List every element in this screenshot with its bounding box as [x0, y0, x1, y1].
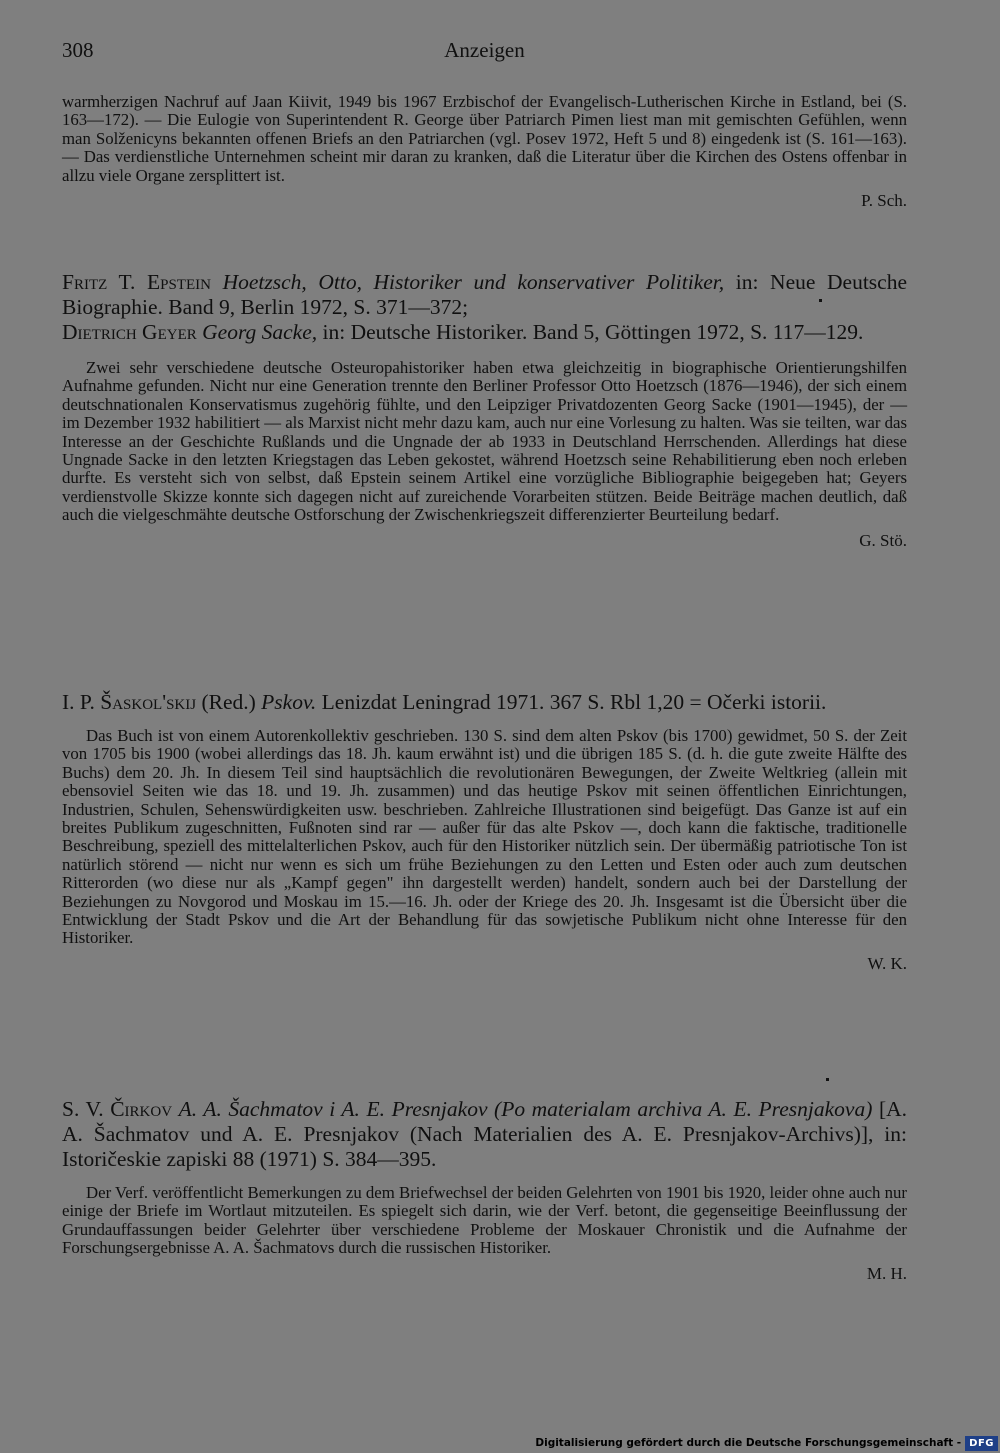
- entry-title: A. A. Šachmatov i A. E. Presnjakov (Po materialam archiva A. E. Presnjakova): [178, 1097, 873, 1121]
- entry-citation: Lenizdat Leningrad 1971. 367 S. Rbl 1,20 = Očerki istorii.: [316, 690, 827, 714]
- reviewer-signature: W. K.: [867, 953, 907, 973]
- digitization-footer: [535, 1433, 1000, 1453]
- running-header: [62, 38, 907, 68]
- dfg-logo-icon: DFG: [965, 1436, 998, 1451]
- entry-citation: [A. A. Šachmatov und A. E. Presnjakov (Nach Materialien des A. E. Presnjakov-Archivs)], in: Istoričeskie zapiski 88 (1971) S. 384—395.: [62, 1097, 908, 1171]
- scan-speck: [819, 299, 822, 302]
- intro-paragraph: warmherzigen Nachruf auf Jaan Kiivit, 1949 bis 1967 Erzbischof der Evangelisch-Lutherischen Kirche in Estland, bei (S. 163—172). — Die Eulogie von Superintendent R. George über Patriarch Pimen liest man mit gemischten Gefühlen, wenn man Solženicyns bekannten offenen Briefs an den Patriarchen (vgl. Posev 1972, Heft 5 und 8) eingedenk ist (S. 161—163). — Das verdienstliche Unternehmen scheint mir daran zu kranken, daß die Literatur über die Kirchen des Ostens offenbar in allzu viele Organe zersplittert ist.: [62, 92, 907, 185]
- entry-heading: [62, 1097, 907, 1172]
- entry-title: Hoetzsch, Otto, Historiker und konservativer Politiker,: [222, 270, 725, 294]
- review-paragraph: Zwei sehr verschiedene deutsche Osteuropahistoriker haben etwa gleichzeitig in biographische Orientierungshilfen Aufnahme gefunden. Nicht nur eine Generation trennte den Berliner Professor Otto Hoetzsch (1876—1946), der sich einem deutschnationalen Konservatismus zugehörig fühlte, und den Leipziger Privatdozenten Georg Sacke (1901—1945), der — im Dezember 1932 habilitiert — als Marxist nicht mehr dazu kam, auch nur eine Vorlesung zu halten. Was sie teilten, war das Interesse an der Geschichte Rußlands und die Ungnade der ab 1933 in Deutschland Herrschenden. Allerdings hat diese Ungnade Sacke in den letzten Kriegstagen das Leben gekostet, während Hoetzsch seine Rehabilitierung eben noch erleben durfte. Es versteht sich von selbst, daß Epstein seinem Artikel eine vorzügliche Bibliographie beigegeben hat; Geyers verdienstvolle Skizze konnte sich dagegen nicht auf zureichende Vorarbeiten stützen. Beide Beiträge machen deutlich, daß auch die vielgeschmähte deutsche Ostforschung der Zwischenkriegszeit differenzierter Beurteilung bedarf.: [62, 358, 907, 525]
- review-entry-cirkov: [62, 1097, 907, 1284]
- running-title: Anzeigen: [444, 38, 525, 62]
- entry-citation: in: Neue Deutsche Biographie. Band 9, Berlin 1972, S. 371—372;: [62, 270, 907, 319]
- entry-author: S. V. Čirkov: [62, 1097, 173, 1121]
- review-entry-saskolskij: [62, 690, 907, 974]
- scan-speck: [826, 1078, 829, 1081]
- page-number: 308: [62, 38, 94, 62]
- entry-citation: in: Deutsche Historiker. Band 5, Göttingen 1972, S. 117—129.: [317, 320, 864, 344]
- entry-author: I. P. Šaskol'skij: [62, 690, 197, 714]
- reviewer-signature: G. Stö.: [859, 530, 907, 550]
- entry-title: Pskov.: [261, 690, 317, 714]
- review-entry-epstein-geyer: [62, 270, 907, 551]
- footer-credit: Digitalisierung gefördert durch die Deutsche Forschungsgemeinschaft -: [535, 1437, 962, 1449]
- reviewer-signature: P. Sch.: [861, 191, 907, 211]
- entry-author: Dietrich Geyer: [62, 320, 197, 344]
- entry-author: Fritz T. Epstein: [62, 270, 211, 294]
- entry-title: Georg Sacke,: [202, 320, 318, 344]
- entry-heading: [62, 270, 907, 345]
- entry-heading: I. P. Šaskol'skij (Red.) Pskov. Lenizdat Leningrad 1971. 367 S. Rbl 1,20 = Očerki istorii.: [62, 690, 827, 714]
- reviewer-signature: M. H.: [866, 1263, 907, 1283]
- review-paragraph: Der Verf. veröffentlicht Bemerkungen zu dem Briefwechsel der beiden Gelehrten von 1901 bis 1920, leider ohne auch nur einige der Briefe im Wortlaut mitzuteilen. Es spiegelt sich darin, wie der Verf. betont, die gegenseitige Beeinflussung der Grundauffassungen beider Gelehrter über verschiedene Probleme der Moskauer Chronistik und die Aufnahme der Forschungsergebnisse A. A. Šachmatovs durch die russischen Historiker.: [62, 1183, 907, 1258]
- intro-review: [62, 93, 907, 211]
- review-paragraph: Das Buch ist von einem Autorenkollektiv geschrieben. 130 S. sind dem alten Pskov (bis 1700) gewidmet, 50 S. der Zeit von 1705 bis 1900 (wobei allerdings das 18. Jh. kaum erwähnt ist) und die übrigen 185 S. (d. h. die gute zweite Hälfte des Buchs) dem 20. Jh. In diesem Teil sind hauptsächlich die revolutionären Bewegungen, der Zweite Weltkrieg (allein mit ebensoviel Seiten wie das 18. und 19. Jh. zusammen) und das heutige Pskov mit seinen öffentlichen Einrichtungen, Industrien, Schulen, Sehenswürdigkeiten usw. beschrieben. Zahlreiche Illustrationen sind beigefügt. Das Ganze ist auf ein breites Publikum zugeschnitten, Fußnoten sind rar — außer für das alte Pskov —, doch kann die faktische, traditionelle Beschreibung, speziell des mittelalterlichen Pskov, auch für den Historiker nützlich sein. Der übermäßig patriotische Ton ist natürlich störend — nicht nur wenn es sich um frühe Beziehungen zu den Letten und Esten oder auch zum deutschen Ritterorden (wo diese nur als „Kampf gegen" ihn dargestellt werden) handelt, sondern auch bei der Darstellung der Beziehungen zu Novgorod und Moskau im 15.—16. Jh. oder der Kriege des 20. Jh. Insgesamt ist die Übersicht über die Entwicklung der Stadt Pskov und die Art der Behandlung für das sowjetische Publikum nicht ohne Interesse für den Historiker.: [62, 726, 907, 948]
